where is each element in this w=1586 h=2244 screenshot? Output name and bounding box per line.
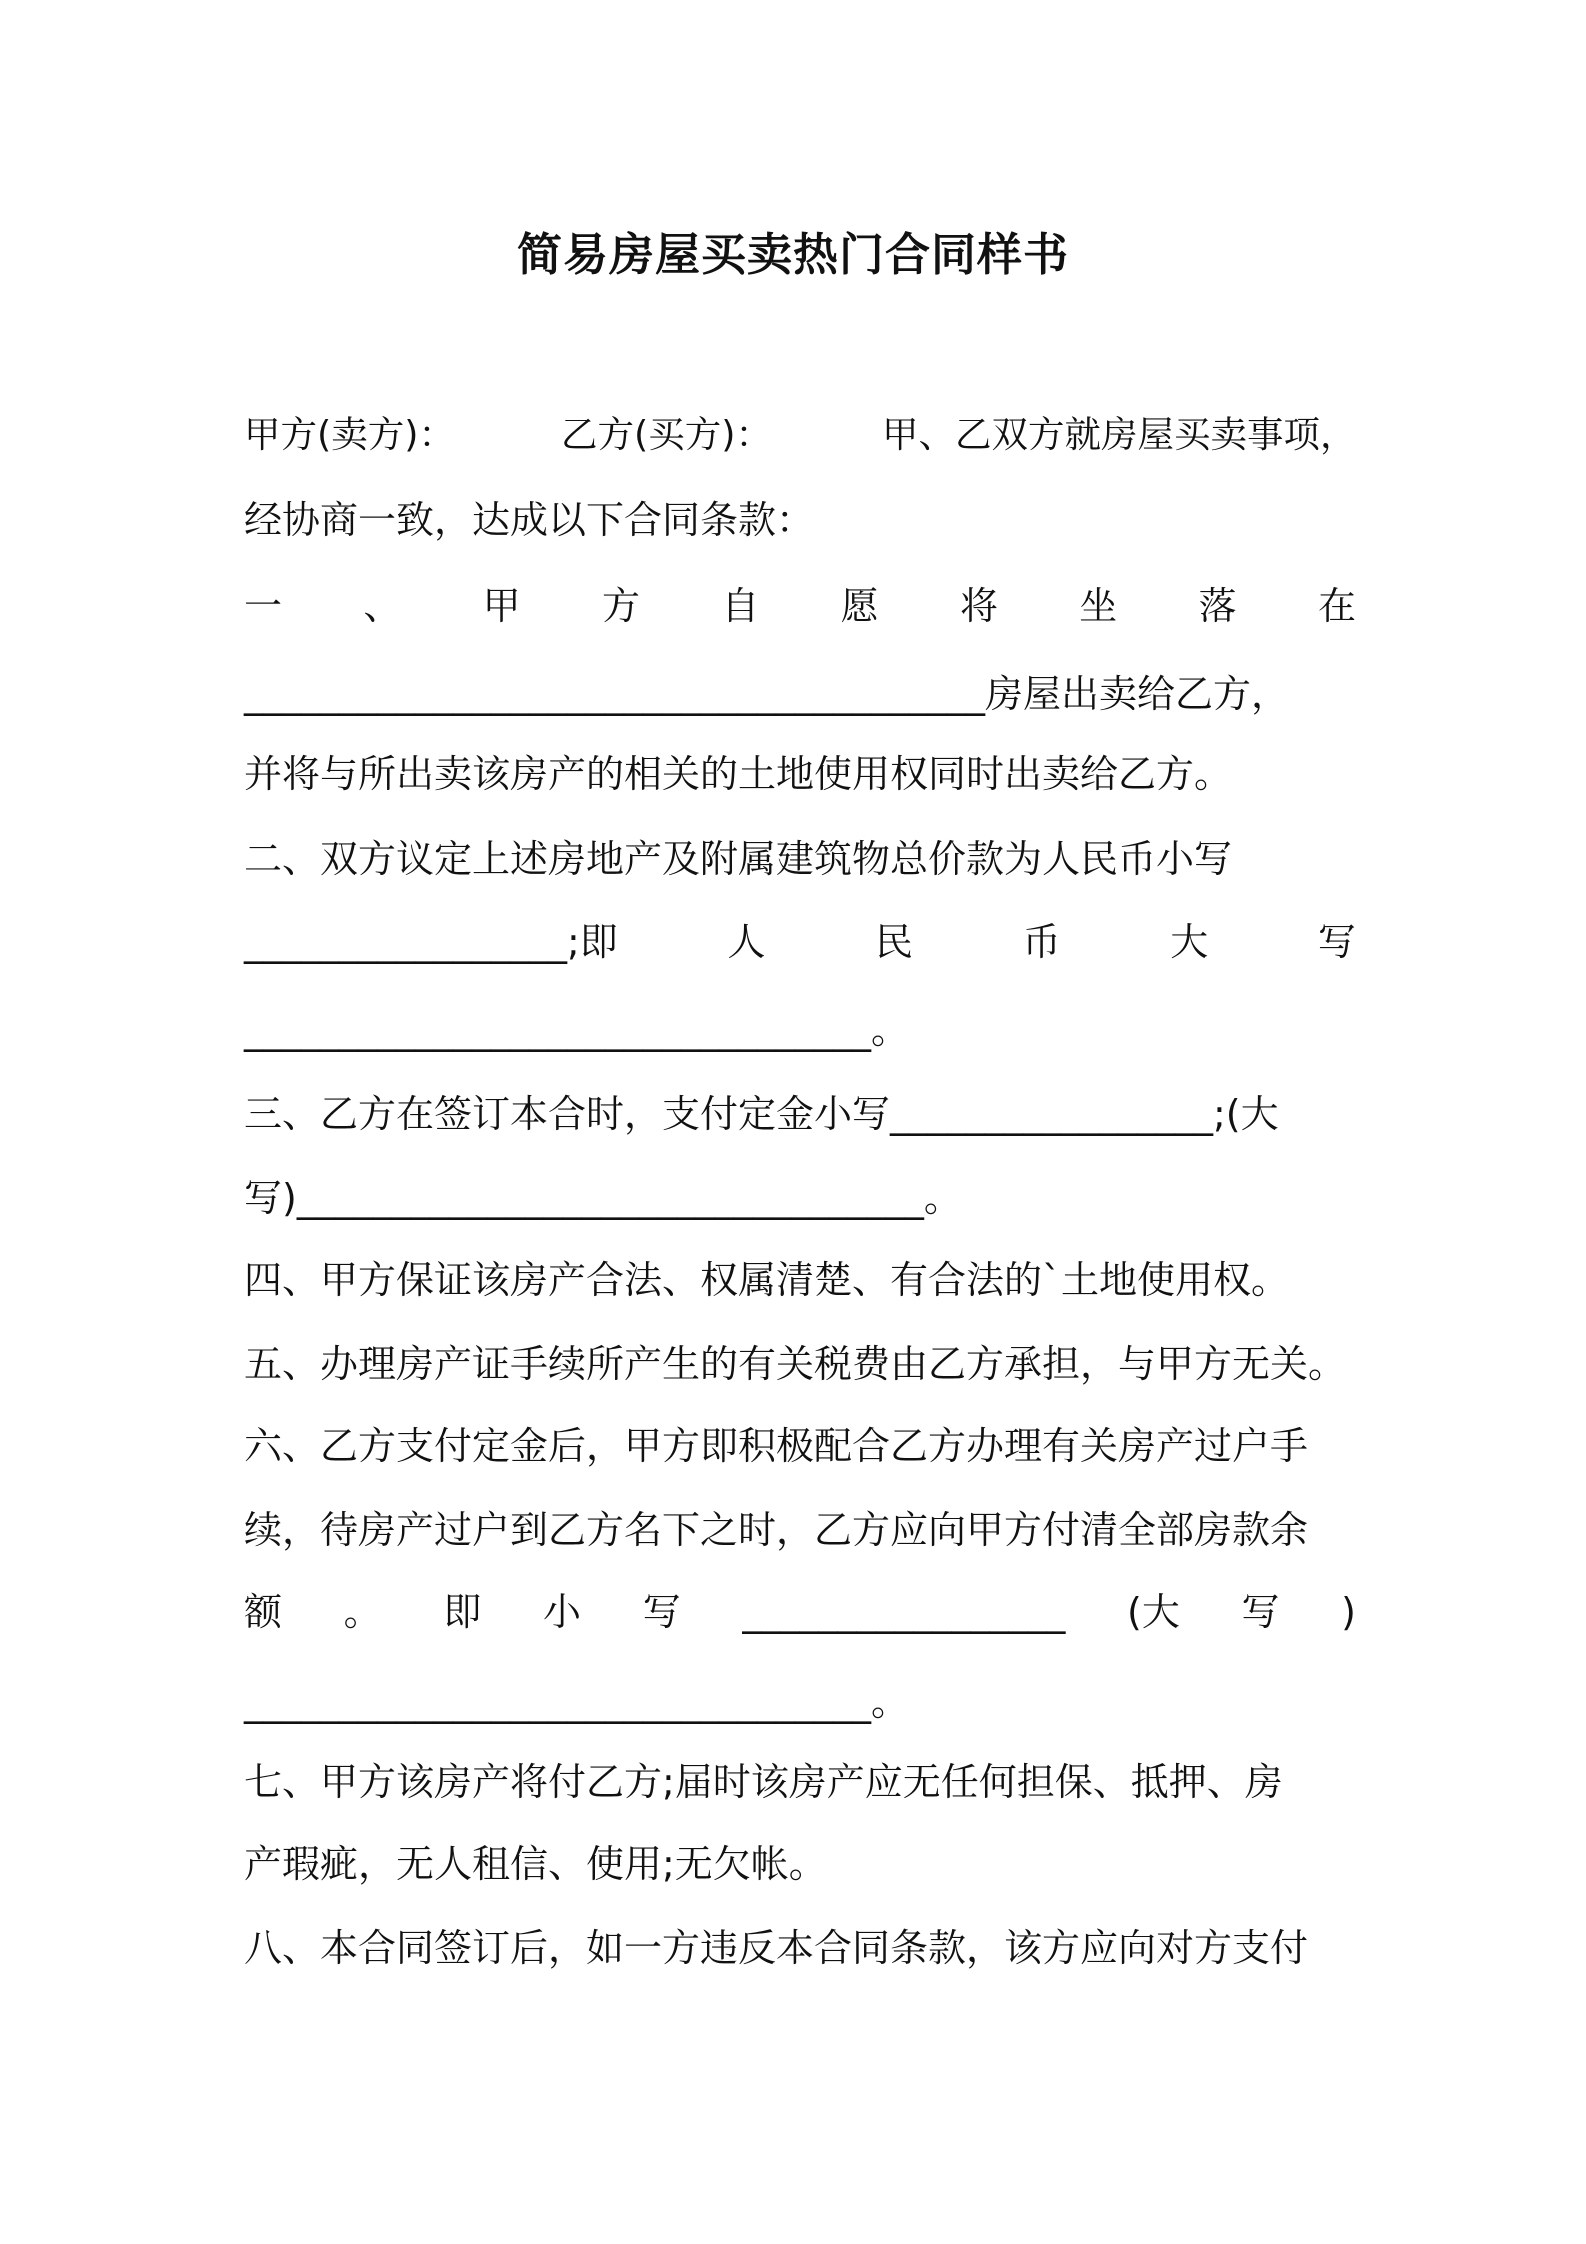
clause-6-part: 。 <box>343 1590 382 1634</box>
clause-6-part: 小 <box>543 1590 582 1634</box>
clause-2-line-3: _________________________________。 <box>244 1008 910 1052</box>
clause-1-char: 自 <box>721 584 760 628</box>
clause-2-part: 民 <box>875 920 914 964</box>
clause-6-part: _________________ <box>742 1590 1066 1634</box>
clause-6-part: 额 <box>244 1590 283 1634</box>
clause-6-line-3 <box>244 1582 1356 1642</box>
clause-6-part: 写 <box>642 1590 681 1634</box>
clause-2-part: 人 <box>727 920 766 964</box>
clause-6-line-2: 续，待房产过户到乙方名下之时，乙方应向甲方付清全部房款余 <box>244 1508 1309 1552</box>
clause-1-char: 、 <box>363 584 402 628</box>
clause-2-part: 写 <box>1317 920 1356 964</box>
clause-1-char: 甲 <box>482 584 521 628</box>
clause-4: 四、甲方保证该房产合法、权属清楚、有合法的`土地使用权。 <box>244 1258 1290 1302</box>
seller-label: 甲方(卖方)： <box>244 413 455 456</box>
clause-2-line-1: 二、双方议定上述房地产及附属建筑物总价款为人民币小写 <box>244 837 1233 881</box>
clause-6-part: 写 <box>1241 1590 1280 1634</box>
clause-2-part: 币 <box>1022 920 1061 964</box>
document-title: 简易房屋买卖热门合同样书 <box>516 228 1069 281</box>
clause-1-char: 落 <box>1198 584 1237 628</box>
intro-line-1 <box>244 405 1356 465</box>
clause-2-line-2 <box>244 912 1356 972</box>
clause-1-char: 方 <box>601 584 640 628</box>
clause-5: 五、办理房产证手续所产生的有关税费由乙方承担，与甲方无关。 <box>244 1342 1347 1386</box>
clause-1-char: 坐 <box>1079 584 1118 628</box>
clause-6-part: 即 <box>443 1590 482 1634</box>
clause-1-line-1 <box>244 576 1356 636</box>
clause-6-line-4: _________________________________。 <box>244 1680 910 1724</box>
clause-3-line-1: 三、乙方在签订本合时，支付定金小写_________________;(大 <box>244 1092 1279 1136</box>
clause-1-line-3: 并将与所出卖该房产的相关的土地使用权同时出卖给乙方。 <box>244 752 1233 796</box>
intro-line-2: 经协商一致，达成以下合同条款： <box>244 498 815 542</box>
buyer-label: 乙方(买方)： <box>560 413 772 456</box>
clause-2-part: _________________;即 <box>244 920 618 964</box>
clause-1-char: 一 <box>244 584 283 628</box>
clause-1-char: 在 <box>1317 584 1356 628</box>
clause-1-char: 将 <box>959 584 998 628</box>
clause-7-line-1: 七、甲方该房产将付乙方;届时该房产应无任何担保、抵押、房 <box>244 1760 1283 1804</box>
clause-2-part: 大 <box>1170 920 1209 964</box>
clause-6-part: (大 <box>1127 1590 1180 1634</box>
clause-1-line-2: _______________________________________房屋出卖给乙方， <box>244 672 1290 716</box>
clause-6-line-1: 六、乙方支付定金后，甲方即积极配合乙方办理有关房产过户手 <box>244 1424 1309 1468</box>
clause-7-line-2: 产瑕疵，无人租信、使用;无欠帐。 <box>244 1842 827 1886</box>
clause-1-char: 愿 <box>840 584 879 628</box>
clause-3-line-2: 写)_________________________________。 <box>244 1176 962 1220</box>
clause-6-part: ) <box>1341 1590 1356 1634</box>
clause-8-line-1: 八、本合同签订后，如一方违反本合同条款，该方应向对方支付 <box>244 1926 1309 1970</box>
agreement-text: 甲、乙双方就房屋买卖事项， <box>881 413 1357 456</box>
